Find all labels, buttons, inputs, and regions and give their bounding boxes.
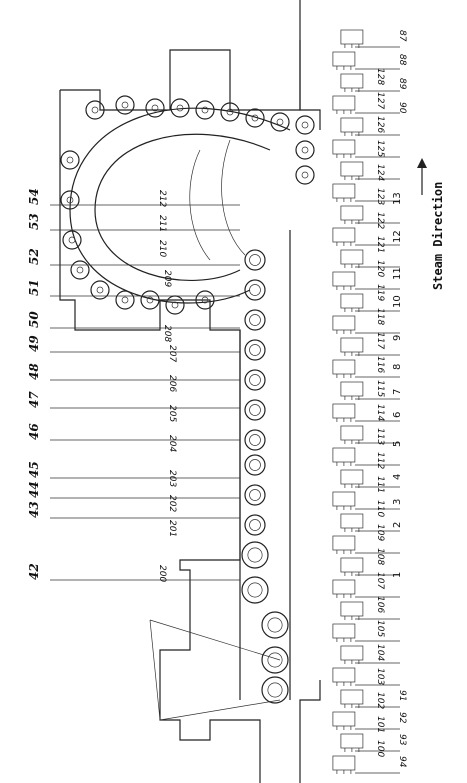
bolt-circle (61, 151, 79, 169)
rotor-disk (245, 310, 265, 330)
right-label: 118 (375, 308, 385, 326)
seal-teeth (345, 528, 359, 532)
seal-block (333, 52, 355, 66)
seal-block (341, 558, 363, 572)
seal-block (333, 492, 355, 506)
section-mark: 48 (27, 363, 41, 380)
right-label: 106 (375, 596, 385, 614)
stage-number: 2 (392, 521, 403, 528)
seal-teeth (337, 506, 351, 510)
section-mark: 50 (27, 311, 41, 328)
seal-teeth (337, 286, 351, 290)
right-label: 110 (375, 500, 385, 518)
bolt-hole (302, 147, 308, 153)
rotor-disk (245, 280, 265, 300)
seal-teeth (337, 418, 351, 422)
bolt-circle (63, 231, 81, 249)
right-label: 122 (375, 212, 385, 230)
right-label: 116 (375, 356, 385, 374)
seal-label: 200 (157, 565, 167, 583)
seal-label: 210 (157, 240, 167, 258)
arrow-up-icon (417, 158, 427, 195)
bolt-hole (122, 102, 128, 108)
right-label: 123 (375, 188, 385, 206)
seal-teeth (345, 440, 359, 444)
stage-number-labels (392, 192, 403, 578)
seal-block (341, 294, 363, 308)
section-mark: 49 (27, 335, 41, 352)
seal-label: 206 (167, 375, 177, 393)
rotor-hub (268, 683, 282, 697)
seal-teeth (345, 88, 359, 92)
bolt-circle (296, 116, 314, 134)
seal-teeth (345, 308, 359, 312)
bolt-circle (296, 141, 314, 159)
bolt-hole (67, 157, 73, 163)
seal-labels (157, 190, 177, 582)
seal-teeth (337, 66, 351, 70)
seal-teeth (345, 572, 359, 576)
seal-teeth (345, 352, 359, 356)
right-label: 117 (375, 332, 385, 350)
seal-label: 209 (162, 270, 172, 288)
right-label: 125 (375, 140, 385, 158)
rotor-disk (245, 340, 265, 360)
bolt-circle (196, 101, 214, 119)
rotor-hub (250, 375, 261, 386)
seal-block (341, 338, 363, 352)
seal-teeth (345, 44, 359, 48)
seal-label: 207 (167, 345, 177, 363)
seal-label: 212 (157, 190, 167, 208)
right-label: 100 (375, 740, 385, 758)
seal-teeth (337, 110, 351, 114)
rotor-hub (250, 315, 261, 326)
right-label: 126 (375, 116, 385, 134)
seal-blocks (333, 30, 363, 774)
rotor-disk (245, 400, 265, 420)
seal-block (333, 404, 355, 418)
stage-number: 9 (392, 334, 403, 341)
seal-teeth (337, 638, 351, 642)
rotor-hub (250, 460, 261, 471)
stage-number: 5 (392, 440, 403, 447)
right-label: 103 (375, 668, 385, 686)
rotor-disk (245, 485, 265, 505)
right-label: 119 (375, 284, 385, 302)
bottom-label: 91 (397, 690, 407, 702)
seal-block (341, 30, 363, 44)
right-label: 121 (375, 236, 385, 254)
seal-block (341, 426, 363, 440)
exhaust-scroll (70, 108, 290, 303)
top-label: 87 (397, 30, 407, 42)
bolt-circle (246, 109, 264, 127)
seal-label: 208 (162, 325, 172, 343)
seal-block (341, 690, 363, 704)
rotor-disk (245, 455, 265, 475)
seal-teeth (337, 198, 351, 202)
stage-number: 4 (392, 473, 403, 480)
bolt-hole (77, 267, 83, 273)
section-mark: 54 (27, 188, 41, 205)
rotor-disk (262, 647, 288, 673)
seal-teeth (345, 660, 359, 664)
stage-number: 12 (392, 230, 403, 243)
seal-block (333, 316, 355, 330)
right-label: 107 (375, 572, 385, 590)
rotor-disk (245, 370, 265, 390)
seal-label: 204 (167, 435, 177, 453)
seal-block (333, 448, 355, 462)
right-label: 112 (375, 452, 385, 470)
rotor-hub (250, 490, 261, 501)
rotor-hub (248, 583, 262, 597)
seal-teeth (345, 264, 359, 268)
stage-number: 10 (392, 295, 403, 308)
right-label: 127 (375, 92, 385, 110)
rotor-disk (262, 677, 288, 703)
right-label: 111 (375, 476, 385, 494)
seal-block (341, 470, 363, 484)
seal-block (333, 712, 355, 726)
bottom-label: 92 (397, 712, 407, 724)
seal-block (333, 668, 355, 682)
seal-block (333, 184, 355, 198)
rotor-hub (268, 618, 282, 632)
bolt-hole (97, 287, 103, 293)
right-labels (375, 68, 385, 757)
seal-block (333, 272, 355, 286)
right-label: 128 (375, 68, 385, 86)
seal-block (341, 646, 363, 660)
bolt-circle (146, 99, 164, 117)
seal-block (333, 624, 355, 638)
rotor-hub (250, 435, 261, 446)
seal-teeth (345, 704, 359, 708)
steam-direction-text: Steam Direction (431, 181, 445, 290)
section-mark: 46 (27, 423, 41, 440)
seal-block (341, 382, 363, 396)
seal-block (341, 734, 363, 748)
seal-block (333, 360, 355, 374)
rotor-hub (268, 653, 282, 667)
seal-teeth (337, 462, 351, 466)
right-label: 109 (375, 524, 385, 542)
rotor-hub (250, 345, 261, 356)
bolt-circle (116, 96, 134, 114)
right-label: 113 (375, 428, 385, 446)
seal-block (333, 140, 355, 154)
seal-label: 201 (167, 520, 177, 538)
seal-label: 202 (167, 495, 177, 513)
bolt-circle (296, 166, 314, 184)
bolt-hole (302, 122, 308, 128)
rotor-stages (240, 230, 290, 703)
stage-number: 6 (392, 411, 403, 418)
bottom-label: 93 (397, 734, 407, 746)
section-mark: 52 (27, 248, 41, 265)
bolt-hole (147, 297, 153, 303)
seal-block (341, 514, 363, 528)
steam-direction-caption (431, 182, 445, 290)
stage-number: 3 (392, 498, 403, 505)
right-label: 108 (375, 548, 385, 566)
right-label: 101 (375, 716, 385, 734)
stage-number: 13 (392, 192, 403, 205)
rotor-hub (250, 520, 261, 531)
seal-teeth (345, 748, 359, 752)
bolt-circle (71, 261, 89, 279)
right-label: 120 (375, 260, 385, 278)
rotor-disk (245, 250, 265, 270)
seal-teeth (337, 154, 351, 158)
seal-block (341, 118, 363, 132)
seal-block (341, 162, 363, 176)
section-mark: 42 (27, 563, 41, 580)
rotor-disk (245, 430, 265, 450)
rotor-disk (262, 612, 288, 638)
seal-block (341, 74, 363, 88)
section-mark: 47 (27, 391, 41, 408)
section-mark: 43 (27, 501, 41, 518)
seal-block (333, 580, 355, 594)
rotor-disk (242, 542, 268, 568)
top-label: 88 (397, 54, 407, 66)
seal-label: 205 (167, 405, 177, 423)
rotor-hub (248, 548, 262, 562)
seal-block (333, 96, 355, 110)
bolt-hole (277, 119, 283, 125)
section-mark: 51 (27, 279, 41, 296)
bolt-circle (271, 113, 289, 131)
seal-teeth (345, 616, 359, 620)
seal-teeth (345, 220, 359, 224)
bolt-hole (122, 297, 128, 303)
stage-number: 1 (392, 571, 403, 578)
section-mark-labels (27, 188, 41, 580)
section-mark: 44 (27, 481, 41, 498)
seal-block (333, 536, 355, 550)
rotor-disk (245, 515, 265, 535)
right-label: 124 (375, 164, 385, 182)
bolt-hole (302, 172, 308, 178)
seal-teeth (337, 682, 351, 686)
bolt-circle (166, 296, 184, 314)
seal-teeth (337, 374, 351, 378)
seal-teeth (337, 594, 351, 598)
bolt-circle (116, 291, 134, 309)
stage-number: 11 (392, 267, 403, 280)
seal-teeth (337, 330, 351, 334)
section-mark: 53 (27, 213, 41, 230)
right-label: 105 (375, 620, 385, 638)
section-mark: 45 (27, 461, 41, 478)
bottom-label: 94 (397, 756, 407, 768)
seal-teeth (345, 484, 359, 488)
seal-teeth (345, 396, 359, 400)
seal-block (341, 602, 363, 616)
bolt-hole (69, 237, 75, 243)
bolt-hole (92, 107, 98, 113)
top-label: 90 (397, 102, 407, 114)
seal-block (333, 756, 355, 770)
right-label: 114 (375, 404, 385, 422)
rotor-disk (242, 577, 268, 603)
seal-teeth (337, 770, 351, 774)
top-label: 89 (397, 78, 407, 90)
seal-teeth (337, 726, 351, 730)
seal-teeth (345, 176, 359, 180)
right-label: 104 (375, 644, 385, 662)
stage-number: 7 (392, 388, 403, 395)
seal-label: 203 (167, 470, 177, 488)
seal-teeth (337, 242, 351, 246)
seal-teeth (345, 132, 359, 136)
right-label: 102 (375, 692, 385, 710)
seal-label: 211 (157, 215, 167, 233)
stage-number: 8 (392, 363, 403, 370)
rotor-hub (250, 405, 261, 416)
seal-block (341, 250, 363, 264)
seal-block (341, 206, 363, 220)
rotor-hub (250, 255, 261, 266)
seal-teeth (337, 550, 351, 554)
seal-block (333, 228, 355, 242)
rotor-hub (250, 285, 261, 296)
right-label: 115 (375, 380, 385, 398)
